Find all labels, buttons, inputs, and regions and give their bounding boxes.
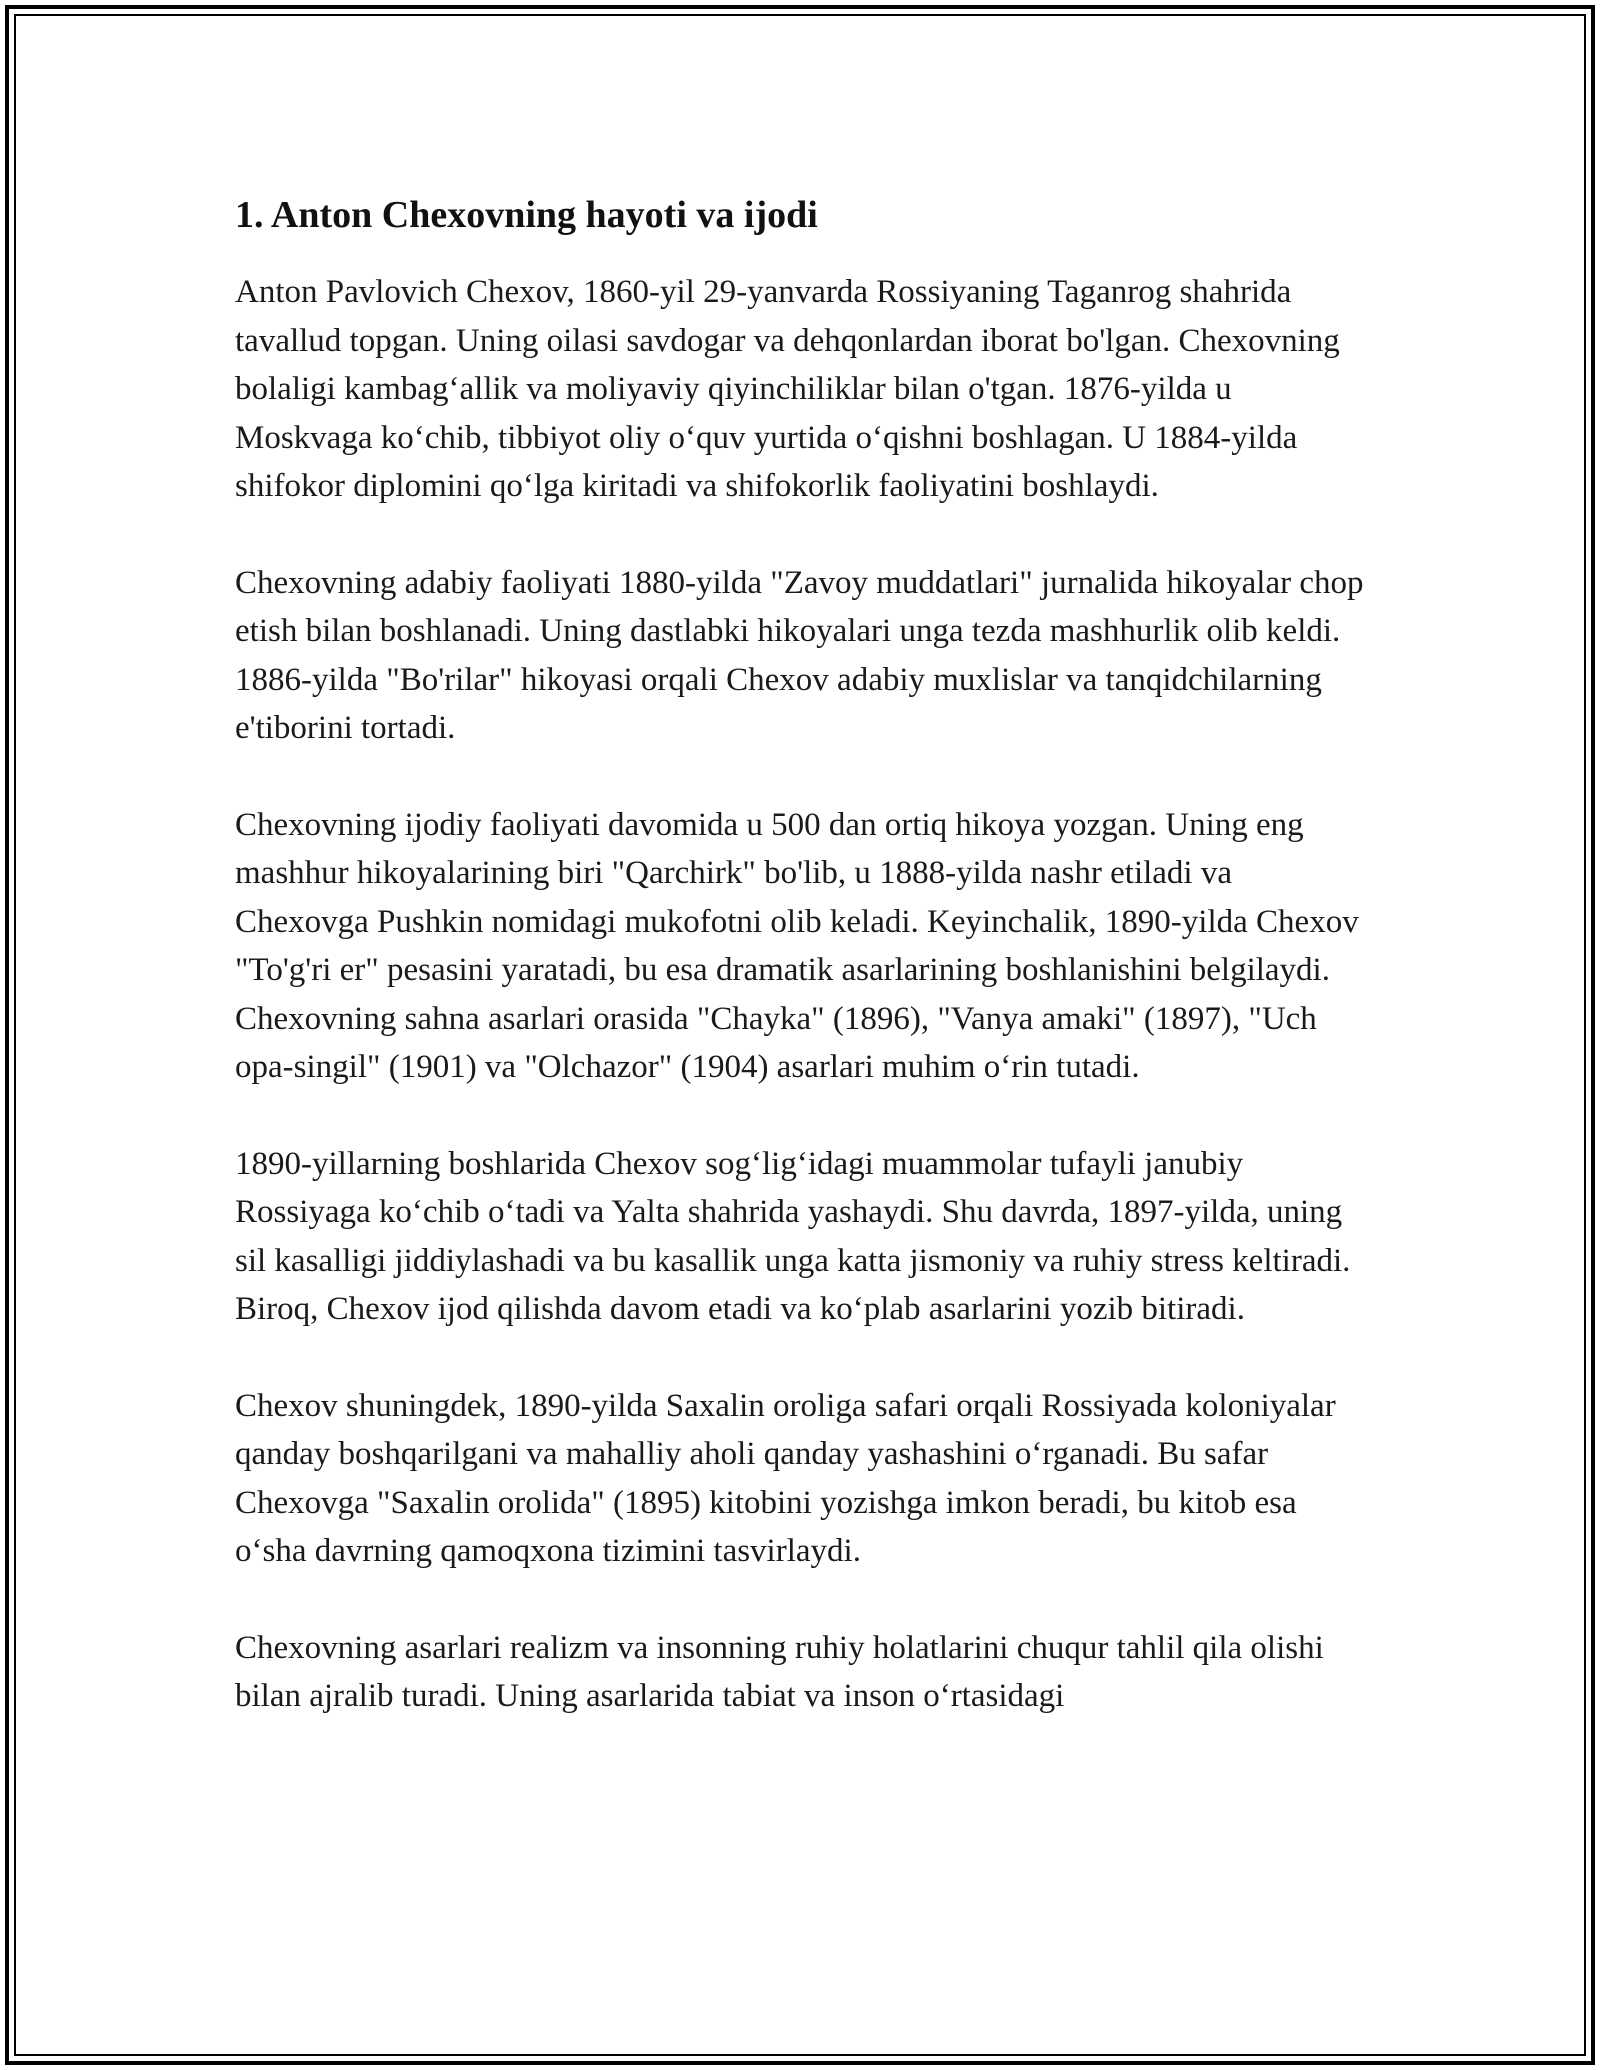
paragraph-literary-start: Chexovning adabiy faoliyati 1880-yilda "Zavoy muddatlari" jurnalida hikoyalar chop etish bilan boshlanadi. Uning dastlabki hikoyalari unga tezda mashhurlik olib keldi. 1886-yilda "Bo'rilar" hikoyasi orqali Chexov adabiy muxlislar va tanqidchilarning e'tiborini tortadi.	[235, 564, 1364, 746]
paragraph-creative-works: Chexovning ijodiy faoliyati davomida u 500 dan ortiq hikoya yozgan. Uning eng mashhur hikoyalarining biri "Qarchirk" bo'lib, u 1888-yilda nashr etiladi va Chexovga Pushkin nomidagi mukofotni olib keladi. Keyinchalik, 1890-yilda Chexov "To'g'ri er" pesasini yaratadi, bu esa dramatik asarlarining boshlanishini belgilaydi. Chexovning sahna asarlari orasida "Chayka" (1896), "Vanya amaki" (1897), "Uch opa-singil" (1901) va "Olchazor" (1904) asarlari muhim o‘rin tutadi.	[235, 806, 1359, 1085]
section-heading: 1. Anton Chexovning hayoti va ijodi	[235, 194, 818, 236]
paragraph-realism: Chexovning asarlari realizm va insonning ruhiy holatlarini chuqur tahlil qila olishi bilan ajralib turadi. Uning asarlarida tabiat va inson o‘rtasidagi	[235, 1629, 1324, 1714]
paragraph-health-yalta: 1890-yillarning boshlarida Chexov sog‘lig‘idagi muammolar tufayli janubiy Rossiyaga ko‘chib o‘tadi va Yalta shahrida yashaydi. Shu davrda, 1897-yilda, uning sil kasalligi jiddiylashadi va bu kasallik unga katta jismoniy va ruhiy stress keltiradi. Biroq, Chexov ijod qilishda davom etadi va ko‘plab asarlarini yozib bitiradi.	[235, 1145, 1351, 1327]
paragraph-sakhalin: Chexov shuningdek, 1890-yilda Saxalin oroliga safari orqali Rossiyada koloniyalar qanday boshqarilgani va mahalliy aholi qanday yashashini o‘rganadi. Bu safar Chexovga "Saxalin orolida" (1895) kitobini yozishga imkon beradi, bu kitob esa o‘sha davrning qamoqxona tizimini tasvirlaydi.	[235, 1387, 1336, 1569]
document-body	[235, 188, 1365, 1769]
paragraph-early-life: Anton Pavlovich Chexov, 1860-yil 29-yanvarda Rossiyaning Taganrog shahrida tavallud topgan. Uning oilasi savdogar va dehqonlardan iborat bo'lgan. Chexovning bolaligi kambag‘allik va moliyaviy qiyinchiliklar bilan o'tgan. 1876-yilda u Moskvaga ko‘chib, tibbiyot oliy o‘quv yurtida o‘qishni boshlagan. U 1884-yilda shifokor diplomini qo‘lga kiritadi va shifokorlik faoliyatini boshlaydi.	[235, 274, 1340, 504]
